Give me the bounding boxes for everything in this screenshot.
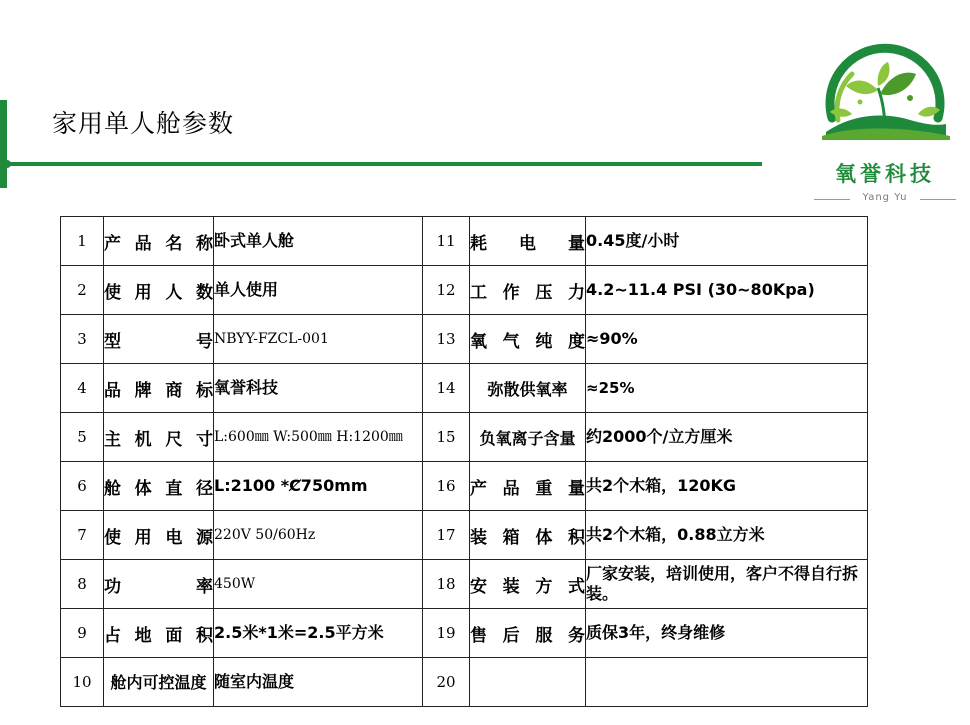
param-value	[586, 658, 868, 707]
param-value: L:2100 *Ȼ750mm	[214, 462, 423, 511]
title-underline	[6, 162, 762, 166]
page-title: 家用单人舱参数	[52, 109, 235, 138]
brand-name-cn: 氧誉科技	[835, 161, 935, 186]
table-row	[61, 560, 868, 609]
row-number: 13	[423, 315, 470, 364]
row-number: 15	[423, 413, 470, 462]
row-number: 16	[423, 462, 470, 511]
param-label: 工作压力	[470, 266, 586, 315]
param-label: 型 号	[104, 315, 214, 364]
row-number: 9	[61, 609, 104, 658]
param-value: ≈25%	[586, 364, 868, 413]
param-label: 产品名称	[104, 217, 214, 266]
table-row	[61, 462, 868, 511]
row-number: 3	[61, 315, 104, 364]
param-label: 弥散供氧率	[470, 364, 586, 413]
param-label: 氧气纯度	[470, 315, 586, 364]
param-label: 主机尺寸	[104, 413, 214, 462]
param-label: 舱内可控温度	[104, 658, 214, 707]
row-number: 6	[61, 462, 104, 511]
param-value: 220V 50/60Hz	[214, 511, 423, 560]
param-label: 耗 电 量	[470, 217, 586, 266]
row-number: 10	[61, 658, 104, 707]
param-label: 售后服务	[470, 609, 586, 658]
row-number: 12	[423, 266, 470, 315]
param-value: 单人使用	[214, 266, 423, 315]
param-value: L:600㎜ W:500㎜ H:1200㎜	[214, 413, 423, 462]
param-value: 质保3年，终身维修	[586, 609, 868, 658]
brand-logo	[812, 40, 958, 210]
param-label: 功 率	[104, 560, 214, 609]
parameters-table	[60, 216, 868, 707]
row-number: 1	[61, 217, 104, 266]
param-label: 产品重量	[470, 462, 586, 511]
row-number: 7	[61, 511, 104, 560]
accent-bar	[0, 100, 7, 188]
row-number: 4	[61, 364, 104, 413]
param-value: 共2个木箱，120KG	[586, 462, 868, 511]
row-number: 5	[61, 413, 104, 462]
param-label: 负氧离子含量	[470, 413, 586, 462]
param-value: 4.2~11.4 PSI (30~80Kpa)	[586, 266, 868, 315]
table-row	[61, 266, 868, 315]
brand-name-en: Yang Yu	[862, 192, 908, 203]
param-value: 厂家安装，培训使用，客户不得自行拆装。	[586, 560, 868, 609]
row-number: 8	[61, 560, 104, 609]
param-value: 卧式单人舱	[214, 217, 423, 266]
param-label: 使用人数	[104, 266, 214, 315]
param-label	[470, 658, 586, 707]
table-row	[61, 315, 868, 364]
param-value: 450W	[214, 560, 423, 609]
accent-dot	[3, 160, 11, 168]
param-value: 0.45度/小时	[586, 217, 868, 266]
table-row	[61, 511, 868, 560]
row-number: 17	[423, 511, 470, 560]
leaf-sprout-logo-icon	[812, 40, 958, 158]
row-number: 2	[61, 266, 104, 315]
table-row	[61, 609, 868, 658]
param-value: 共2个木箱，0.88立方米	[586, 511, 868, 560]
param-label: 品牌商标	[104, 364, 214, 413]
param-value: 2.5米*1米=2.5平方米	[214, 609, 423, 658]
param-label: 安装方式	[470, 560, 586, 609]
param-label: 舱体直径	[104, 462, 214, 511]
table-row	[61, 217, 868, 266]
row-number: 18	[423, 560, 470, 609]
row-number: 19	[423, 609, 470, 658]
brand-divider-right	[920, 199, 956, 200]
param-label: 使用电源	[104, 511, 214, 560]
row-number: 14	[423, 364, 470, 413]
param-value: 约2000个/立方厘米	[586, 413, 868, 462]
row-number: 11	[423, 217, 470, 266]
table-row	[61, 364, 868, 413]
brand-name-en-row	[812, 192, 958, 206]
param-value: 随室内温度	[214, 658, 423, 707]
param-label: 装箱体积	[470, 511, 586, 560]
param-value: NBYY-FZCL-001	[214, 315, 423, 364]
param-label: 占地面积	[104, 609, 214, 658]
param-value: 氧誉科技	[214, 364, 423, 413]
table-row	[61, 413, 868, 462]
param-value: ≈90%	[586, 315, 868, 364]
row-number: 20	[423, 658, 470, 707]
table-row	[61, 658, 868, 707]
